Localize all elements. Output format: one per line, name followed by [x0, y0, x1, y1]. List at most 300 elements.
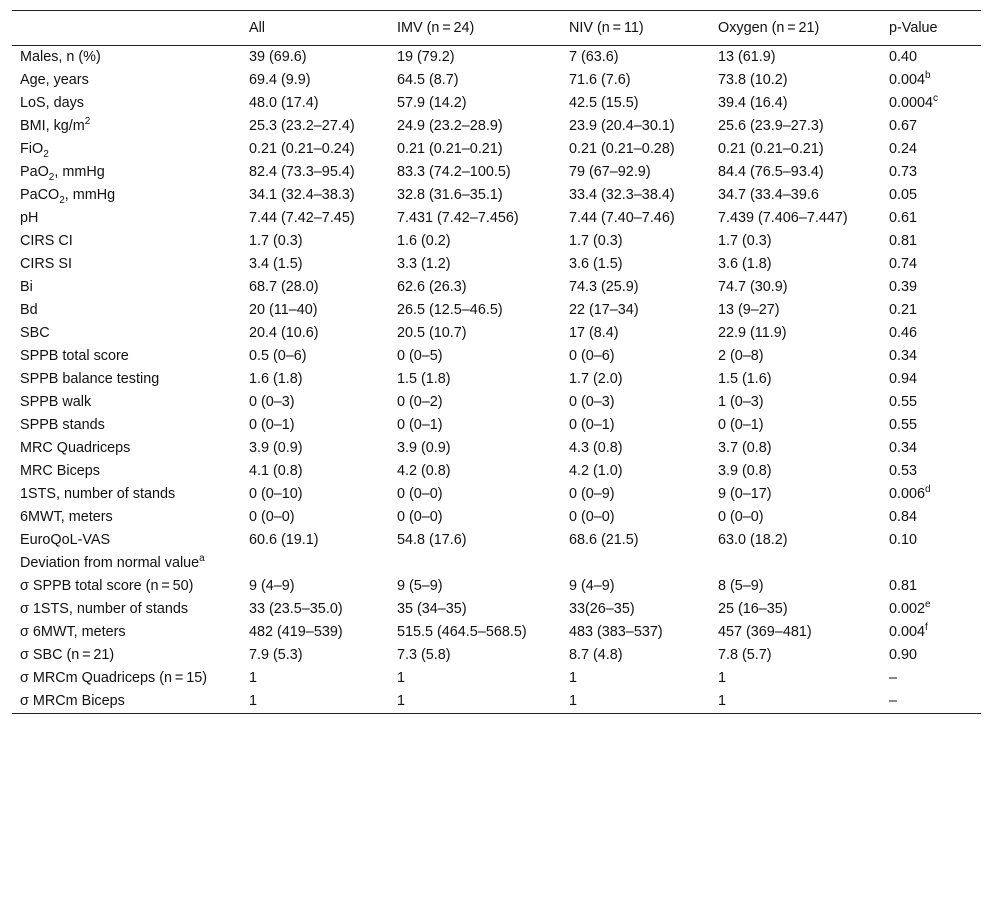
cell-niv [561, 667, 710, 690]
row-label: CIRS SI [20, 256, 72, 272]
cell-all [241, 184, 389, 207]
cell-all-value: 68.7 (28.0) [249, 279, 319, 295]
cell-imv [389, 621, 561, 644]
cell-oxygen [710, 598, 881, 621]
cell-oxygen-value: 1 [718, 693, 727, 709]
header-cell-imv: IMV (n = 24) [397, 20, 475, 36]
cell-oxygen [710, 460, 881, 483]
cell-all-value: 34.1 (32.4–38.3) [249, 187, 355, 203]
cell-p [881, 575, 981, 598]
row-label-cell [12, 598, 241, 621]
cell-all-value: 0 (0–3) [249, 394, 295, 410]
cell-niv-value: 33(26–35) [569, 601, 635, 617]
cell-all-value: 69.4 (9.9) [249, 72, 311, 88]
cell-oxygen [710, 621, 881, 644]
cell-p [881, 253, 981, 276]
cell-niv [561, 115, 710, 138]
row-label: 1STS, number of stands [20, 486, 176, 502]
cell-p-value: 0.21 [889, 302, 918, 318]
cell-oxygen-value: 1.5 (1.6) [718, 371, 772, 387]
cell-imv-value: 24.9 (23.2–28.9) [397, 118, 503, 134]
cell-all [241, 299, 389, 322]
row-label: σ 1STS, number of stands [20, 601, 189, 617]
cell-niv-value: 23.9 (20.4–30.1) [569, 118, 675, 134]
cell-imv-value: 3.3 (1.2) [397, 256, 451, 272]
cell-p-value: 0.40 [889, 49, 918, 65]
cell-imv [389, 690, 561, 714]
cell-all [241, 621, 389, 644]
table-row [12, 414, 981, 437]
row-label-cell [12, 506, 241, 529]
cell-all [241, 483, 389, 506]
cell-all [241, 644, 389, 667]
cell-imv [389, 207, 561, 230]
cell-imv [389, 437, 561, 460]
cell-imv-value: 1.5 (1.8) [397, 371, 451, 387]
cell-all-value: 1 [249, 693, 258, 709]
cell-imv [389, 667, 561, 690]
cell-niv [561, 345, 710, 368]
row-label-cell [12, 46, 241, 70]
table-row [12, 138, 981, 161]
cell-niv-value: 71.6 (7.6) [569, 72, 631, 88]
cell-imv [389, 483, 561, 506]
cell-p-value: 0.002 [889, 601, 926, 617]
cell-imv [389, 414, 561, 437]
cell-imv [389, 460, 561, 483]
cell-p-value: 0.81 [889, 233, 918, 249]
cell-niv-value: 9 (4–9) [569, 578, 615, 594]
cell-oxygen-value: 0 (0–0) [718, 509, 764, 525]
cell-niv [561, 644, 710, 667]
cell-niv [561, 368, 710, 391]
table-row [12, 368, 981, 391]
cell-niv-value: 8.7 (4.8) [569, 647, 623, 663]
row-label: σ SPPB total score (n = 50) [20, 578, 194, 594]
cell-p [881, 690, 981, 714]
table-row [12, 299, 981, 322]
row-label: PaO [20, 164, 49, 180]
cell-all-value: 3.9 (0.9) [249, 440, 303, 456]
header-cell-p-value: p-Value [889, 20, 938, 36]
cell-imv-value: 0.21 (0.21–0.21) [397, 141, 503, 157]
cell-p-value: 0.94 [889, 371, 918, 387]
cell-oxygen-value: 0.21 (0.21–0.21) [718, 141, 824, 157]
cell-imv-value: 1 [397, 693, 406, 709]
table-row [12, 483, 981, 506]
cell-imv [389, 46, 561, 70]
row-label-cell [12, 414, 241, 437]
cell-oxygen-value: 7.439 (7.406–7.447) [718, 210, 848, 226]
cell-p [881, 92, 981, 115]
cell-imv-value: 83.3 (74.2–100.5) [397, 164, 511, 180]
cell-all [241, 46, 389, 70]
row-label-cell [12, 207, 241, 230]
cell-oxygen [710, 368, 881, 391]
cell-oxygen [710, 46, 881, 70]
header-row [12, 11, 981, 46]
cell-imv [389, 575, 561, 598]
table-row [12, 115, 981, 138]
p-value-footnote-marker: d [925, 484, 931, 496]
cell-oxygen [710, 552, 881, 575]
cell-niv [561, 414, 710, 437]
cell-niv-value: 1 [569, 670, 578, 686]
cell-imv-value: 3.9 (0.9) [397, 440, 451, 456]
table-row [12, 621, 981, 644]
cell-oxygen [710, 207, 881, 230]
cell-oxygen-value: 3.7 (0.8) [718, 440, 772, 456]
cell-p [881, 230, 981, 253]
row-label: σ MRCm Biceps [20, 693, 125, 709]
table-row [12, 552, 981, 575]
cell-oxygen [710, 322, 881, 345]
cell-p [881, 529, 981, 552]
row-label: SBC [20, 325, 50, 341]
cell-p [881, 115, 981, 138]
row-label: σ 6MWT, meters [20, 624, 126, 640]
cell-imv-value: 515.5 (464.5–568.5) [397, 624, 527, 640]
table-body [12, 46, 981, 714]
cell-niv-value: 0 (0–0) [569, 509, 615, 525]
cell-oxygen-value: 1 (0–3) [718, 394, 764, 410]
table-row [12, 644, 981, 667]
cell-imv-value: 1 [397, 670, 406, 686]
cell-all [241, 138, 389, 161]
cell-imv [389, 253, 561, 276]
cell-niv-value: 0 (0–6) [569, 348, 615, 364]
cell-oxygen-value: 8 (5–9) [718, 578, 764, 594]
cell-p-value: 0.84 [889, 509, 918, 525]
cell-all [241, 529, 389, 552]
row-label-subscript: 2 [43, 148, 49, 160]
cell-p [881, 368, 981, 391]
cell-p [881, 69, 981, 92]
cell-imv [389, 322, 561, 345]
cell-oxygen [710, 529, 881, 552]
row-label-superscript: a [199, 553, 205, 565]
cell-all [241, 161, 389, 184]
p-value-footnote-marker: b [925, 70, 931, 82]
cell-niv-value: 7 (63.6) [569, 49, 619, 65]
row-label-cell [12, 276, 241, 299]
row-label: σ MRCm Quadriceps (n = 15) [20, 670, 207, 686]
cell-oxygen [710, 575, 881, 598]
table-row [12, 506, 981, 529]
row-label: EuroQoL-VAS [20, 532, 111, 548]
cell-oxygen-value: 1.7 (0.3) [718, 233, 772, 249]
cell-oxygen [710, 414, 881, 437]
row-label-cell [12, 437, 241, 460]
cell-imv [389, 368, 561, 391]
cell-all-value: 4.1 (0.8) [249, 463, 303, 479]
cell-oxygen [710, 230, 881, 253]
cell-niv-value: 483 (383–537) [569, 624, 663, 640]
cell-p-value: 0.61 [889, 210, 918, 226]
cell-all-value: 9 (4–9) [249, 578, 295, 594]
row-label-cell [12, 184, 241, 207]
cell-p-value: 0.46 [889, 325, 918, 341]
row-label: SPPB walk [20, 394, 92, 410]
cell-niv [561, 69, 710, 92]
cell-imv [389, 92, 561, 115]
cell-p [881, 483, 981, 506]
cell-p [881, 414, 981, 437]
cell-imv-value: 0 (0–5) [397, 348, 443, 364]
row-label-subscript: 2 [59, 194, 65, 206]
cell-all [241, 437, 389, 460]
row-label: Bd [20, 302, 38, 318]
cell-oxygen-value: 13 (9–27) [718, 302, 780, 318]
row-label-cell [12, 552, 241, 575]
cell-p [881, 391, 981, 414]
row-label-suffix: , mmHg [54, 164, 105, 180]
cell-oxygen [710, 644, 881, 667]
cell-oxygen-value: 7.8 (5.7) [718, 647, 772, 663]
table-row [12, 437, 981, 460]
cell-imv-value: 26.5 (12.5–46.5) [397, 302, 503, 318]
cell-all-value: 0.21 (0.21–0.24) [249, 141, 355, 157]
table-row [12, 460, 981, 483]
cell-oxygen-value: 0 (0–1) [718, 417, 764, 433]
cell-niv-value: 0 (0–3) [569, 394, 615, 410]
cell-p-value: 0.81 [889, 578, 918, 594]
cell-niv [561, 621, 710, 644]
cell-all-value: 0.5 (0–6) [249, 348, 307, 364]
p-value-footnote-marker: c [933, 93, 939, 105]
cell-p-value: 0.10 [889, 532, 918, 548]
cell-p [881, 506, 981, 529]
row-label-cell [12, 621, 241, 644]
cell-niv-value: 17 (8.4) [569, 325, 619, 341]
row-label: Bi [20, 279, 33, 295]
cell-p-value: 0.73 [889, 164, 918, 180]
cell-p [881, 598, 981, 621]
cell-imv [389, 345, 561, 368]
cell-all-value: 82.4 (73.3–95.4) [249, 164, 355, 180]
cell-niv [561, 391, 710, 414]
row-label-cell [12, 483, 241, 506]
cell-all [241, 598, 389, 621]
cell-oxygen-value: 2 (0–8) [718, 348, 764, 364]
cell-oxygen [710, 161, 881, 184]
cell-niv-value: 0 (0–1) [569, 417, 615, 433]
cell-imv [389, 184, 561, 207]
row-label-cell [12, 299, 241, 322]
cell-niv-value: 1.7 (2.0) [569, 371, 623, 387]
cell-p-value: 0.53 [889, 463, 918, 479]
cell-oxygen [710, 138, 881, 161]
row-label: SPPB balance testing [20, 371, 160, 387]
cell-imv-value: 9 (5–9) [397, 578, 443, 594]
data-table-container [12, 10, 981, 714]
cell-oxygen-value: 457 (369–481) [718, 624, 812, 640]
row-label: Deviation from normal value [20, 555, 200, 571]
row-label: SPPB total score [20, 348, 129, 364]
row-label: 6MWT, meters [20, 509, 113, 525]
cell-oxygen [710, 92, 881, 115]
cell-oxygen-value: 25 (16–35) [718, 601, 788, 617]
row-label-cell [12, 345, 241, 368]
cell-oxygen [710, 483, 881, 506]
cell-all [241, 667, 389, 690]
cell-imv-value: 4.2 (0.8) [397, 463, 451, 479]
cell-niv [561, 690, 710, 714]
cell-imv [389, 506, 561, 529]
row-label-cell [12, 92, 241, 115]
cell-p-value: 0.67 [889, 118, 918, 134]
cell-imv [389, 115, 561, 138]
cell-niv-value: 33.4 (32.3–38.4) [569, 187, 675, 203]
cell-niv [561, 529, 710, 552]
cell-oxygen-value: 3.9 (0.8) [718, 463, 772, 479]
cell-all [241, 69, 389, 92]
table-row [12, 667, 981, 690]
cell-niv [561, 598, 710, 621]
cell-niv-value: 0 (0–9) [569, 486, 615, 502]
cell-niv [561, 575, 710, 598]
row-label-cell [12, 644, 241, 667]
cell-niv [561, 299, 710, 322]
cell-all [241, 690, 389, 714]
cell-all [241, 92, 389, 115]
cell-imv-value: 57.9 (14.2) [397, 95, 467, 111]
cell-niv [561, 552, 710, 575]
cell-niv-value: 4.3 (0.8) [569, 440, 623, 456]
header-cell-oxygen: Oxygen (n = 21) [718, 20, 820, 36]
cell-all-value: 3.4 (1.5) [249, 256, 303, 272]
cell-imv-value: 19 (79.2) [397, 49, 455, 65]
row-label: MRC Biceps [20, 463, 100, 479]
cell-imv [389, 161, 561, 184]
cell-p-value: 0.004 [889, 624, 926, 640]
cell-oxygen [710, 391, 881, 414]
cell-niv [561, 437, 710, 460]
row-label-cell [12, 690, 241, 714]
cell-all-value: 482 (419–539) [249, 624, 343, 640]
row-label-cell [12, 115, 241, 138]
cell-oxygen [710, 437, 881, 460]
cell-p [881, 667, 981, 690]
table-row [12, 46, 981, 70]
cell-niv-value: 22 (17–34) [569, 302, 639, 318]
table-row [12, 690, 981, 714]
cell-all-value: 20 (11–40) [249, 302, 318, 318]
cell-oxygen-value: 74.7 (30.9) [718, 279, 788, 295]
cell-imv [389, 552, 561, 575]
cell-all-value: 7.9 (5.3) [249, 647, 303, 663]
cell-imv-value: 0 (0–2) [397, 394, 443, 410]
cell-imv [389, 644, 561, 667]
cell-imv-value: 62.6 (26.3) [397, 279, 467, 295]
cell-oxygen-value: 34.7 (33.4–39.6 [718, 187, 819, 203]
cell-p-value: – [889, 693, 898, 709]
cell-niv-value: 0.21 (0.21–0.28) [569, 141, 675, 157]
row-label-cell [12, 529, 241, 552]
cell-niv-value: 68.6 (21.5) [569, 532, 639, 548]
cell-imv-value: 35 (34–35) [397, 601, 467, 617]
cell-all [241, 207, 389, 230]
table-row [12, 529, 981, 552]
row-label-cell [12, 161, 241, 184]
cell-p [881, 322, 981, 345]
cell-all [241, 506, 389, 529]
clinical-characteristics-table [12, 10, 981, 714]
table-row [12, 184, 981, 207]
cell-oxygen-value: 25.6 (23.9–27.3) [718, 118, 824, 134]
table-row [12, 391, 981, 414]
cell-all [241, 253, 389, 276]
cell-niv [561, 483, 710, 506]
cell-oxygen-value: 63.0 (18.2) [718, 532, 788, 548]
cell-imv-value: 7.3 (5.8) [397, 647, 451, 663]
cell-oxygen [710, 690, 881, 714]
row-label-cell [12, 253, 241, 276]
cell-oxygen [710, 184, 881, 207]
table-row [12, 345, 981, 368]
cell-all [241, 345, 389, 368]
row-label-subscript: 2 [48, 171, 55, 183]
cell-p-value: 0.34 [889, 348, 918, 364]
table-row [12, 69, 981, 92]
row-label: σ SBC (n = 21) [20, 647, 115, 663]
cell-imv-value: 64.5 (8.7) [397, 72, 459, 88]
cell-all [241, 276, 389, 299]
cell-niv [561, 460, 710, 483]
cell-imv [389, 276, 561, 299]
row-label-cell [12, 575, 241, 598]
cell-p [881, 276, 981, 299]
cell-p-value: 0.74 [889, 256, 918, 272]
cell-oxygen-value: 84.4 (76.5–93.4) [718, 164, 824, 180]
cell-all-value: 25.3 (23.2–27.4) [249, 118, 355, 134]
cell-all [241, 115, 389, 138]
cell-oxygen-value: 22.9 (11.9) [718, 325, 787, 341]
cell-imv [389, 69, 561, 92]
cell-p [881, 621, 981, 644]
cell-imv-value: 0 (0–1) [397, 417, 443, 433]
cell-p-value: 0.006 [889, 486, 926, 502]
table-row [12, 92, 981, 115]
cell-p [881, 552, 981, 575]
cell-niv-value: 42.5 (15.5) [569, 95, 639, 111]
table-row [12, 322, 981, 345]
cell-p [881, 207, 981, 230]
cell-oxygen-value: 73.8 (10.2) [718, 72, 788, 88]
cell-niv [561, 322, 710, 345]
cell-p [881, 184, 981, 207]
cell-all [241, 552, 389, 575]
cell-imv-value: 0 (0–0) [397, 486, 443, 502]
row-label: LoS, days [20, 95, 84, 111]
cell-all-value: 0 (0–0) [249, 509, 295, 525]
cell-all-value: 60.6 (19.1) [249, 532, 319, 548]
cell-oxygen [710, 115, 881, 138]
cell-niv [561, 138, 710, 161]
row-label-suffix: , mmHg [64, 187, 116, 203]
cell-imv-value: 7.431 (7.42–7.456) [397, 210, 519, 226]
cell-all [241, 230, 389, 253]
cell-niv [561, 161, 710, 184]
cell-niv [561, 253, 710, 276]
row-label: FiO [20, 141, 44, 157]
table-row [12, 276, 981, 299]
table-row [12, 207, 981, 230]
cell-p-value: 0.34 [889, 440, 918, 456]
cell-p [881, 138, 981, 161]
cell-p-value: 0.05 [889, 187, 918, 203]
cell-all [241, 460, 389, 483]
